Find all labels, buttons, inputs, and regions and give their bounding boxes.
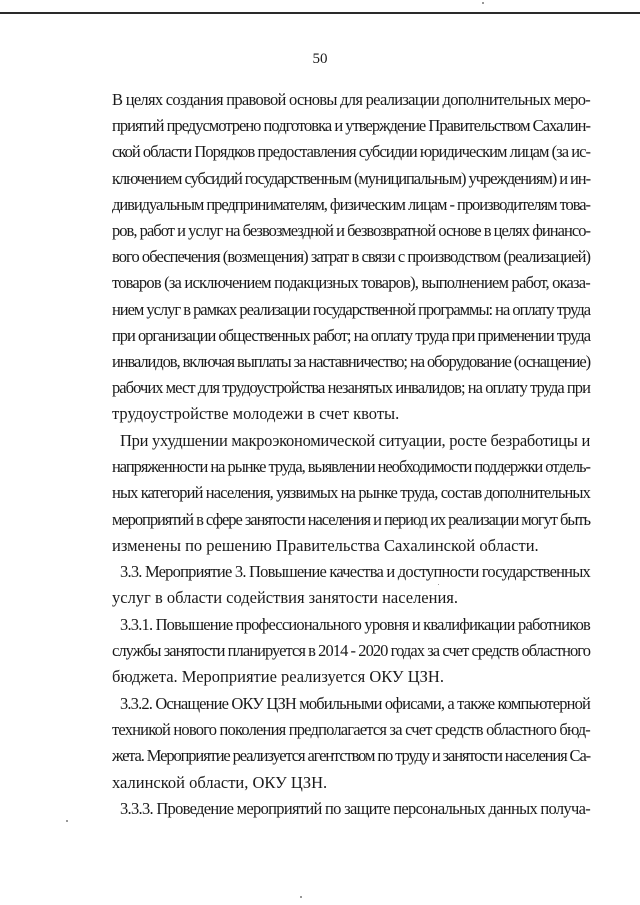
text-line: ключением субсидий государственным (муниципальным) учреждениям) и ин- <box>112 168 591 188</box>
paragraph-measure-3 <box>112 559 590 611</box>
paragraph-3-3-2 <box>112 691 590 796</box>
text-line: В целях создания правовой основы для реализации дополнительных меро- <box>112 90 591 109</box>
text-line: ров, работ и услуг на безвозмездной и безвозвратной основе в целях финансо- <box>112 221 590 241</box>
scan-speck <box>300 896 302 898</box>
text-line: дивидуальным предпринимателям, физическим лицам - производителям това- <box>112 194 591 214</box>
text-line: 3.3.2. Оснащение ОКУ ЦЗН мобильными офисами, а также компьютерной <box>120 694 591 713</box>
text-line: ных категорий населения, уязвимых на рынке труда, состав дополнительных <box>112 483 590 503</box>
text-line: ской области Порядков предоставления субсидии юридическим лицам (за ис- <box>112 142 590 162</box>
paragraph-subsidies <box>112 87 590 428</box>
text-line: товаров (за исключением подакцизных товаров), выполнением работ, оказа- <box>112 273 590 293</box>
top-rule <box>0 12 640 14</box>
scan-speck <box>66 820 68 822</box>
text-line: нием услуг в рамках реализации государственной программы: на оплату труда <box>112 299 590 319</box>
text-line: инвалидов, включая выплаты за наставничество; на оборудование (оснащение) <box>112 352 590 372</box>
text-line: бюджета. Мероприятие реализуется ОКУ ЦЗН. <box>112 667 444 687</box>
text-line: изменены по решению Правительства Сахалинской области. <box>112 535 539 555</box>
text-line: жета. Мероприятие реализуется агентством по труду и занятости населения Са- <box>112 746 591 766</box>
text-line: службы занятости планируется в 2014 - 2020 годах за счет средств областного <box>112 641 590 661</box>
paragraph-macroeconomic <box>112 428 590 559</box>
scan-speck <box>438 584 439 585</box>
text-line: мероприятий в сфере занятости населения и период их реализации могут быть <box>112 509 591 529</box>
text-line: 3.3. Мероприятие 3. Повышение качества и доступности государственных <box>120 562 590 581</box>
text-line: При ухудшении макроэкономической ситуации, росте безработицы и <box>120 431 590 450</box>
text-line: 3.3.1. Повышение профессионального уровня и квалификации работников <box>120 615 590 634</box>
text-line: трудоустройстве молодежи в счет квоты. <box>112 404 400 424</box>
text-line: халинской области, ОКУ ЦЗН. <box>112 772 328 792</box>
text-line: 3.3.3. Проведение мероприятий по защите персональных данных получа- <box>120 799 590 818</box>
page-number: 50 <box>312 51 328 67</box>
text-line: вого обеспечения (возмещения) затрат в связи с производством (реализацией) <box>112 247 590 267</box>
text-line: рабочих мест для трудоустройства незанятых инвалидов; на оплату труда при <box>112 378 590 398</box>
text-line: приятий предусмотрено подготовка и утверждение Правительством Сахалин- <box>112 116 590 136</box>
text-line: напряженности на рынке труда, выявлении необходимости поддержки отдель- <box>112 457 590 477</box>
scan-speck <box>482 2 484 4</box>
text-line: техникой нового поколения предполагается за счет средств областного бюд- <box>112 720 590 740</box>
paragraph-3-3-3 <box>112 796 590 822</box>
paragraph-3-3-1 <box>112 612 590 691</box>
text-line: услуг в области содействия занятости населения. <box>112 588 459 608</box>
text-line: при организации общественных работ; на оплату труда при применении труда <box>112 325 590 345</box>
